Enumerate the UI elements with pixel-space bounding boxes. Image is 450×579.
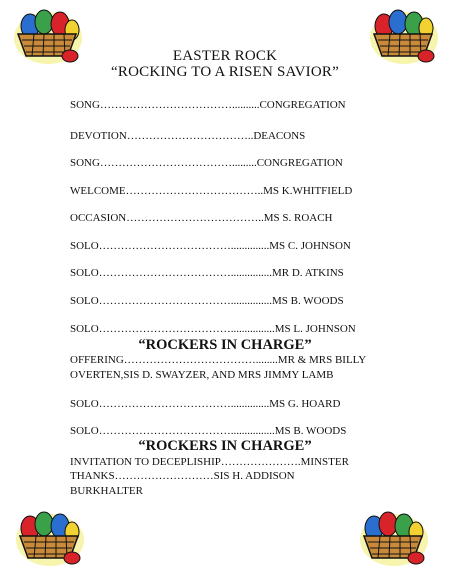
program-line [70,130,390,143]
program-person: MR D. ATKINS [271,267,344,279]
program-item: SOLO [70,398,99,410]
program-person: MS L. JOHNSON [274,323,356,335]
leader-dots: …………………. [220,456,301,468]
program-line [70,323,390,336]
program-line [70,470,390,483]
program-item: SOLO [70,323,99,335]
program-line [70,99,390,112]
program-person: CONGREGATION [259,99,346,111]
leader-dots: ……………………………….............. [98,398,270,410]
program-line [70,267,390,280]
leader-dots: ………………………………............... [98,295,272,307]
program-item: WELCOME [70,185,126,197]
program-item: SOLO [70,425,99,437]
easter-basket-icon [12,506,86,570]
leader-dots: ……………………………….............. [98,240,270,252]
program-person: DEACONS [253,130,306,142]
leader-dots: ………………………………......... [99,157,257,169]
program-line [70,157,390,170]
program-subtitle: “ROCKING TO A RISEN SAVIOR” [111,64,339,80]
program-item: SOLO [70,267,99,279]
program-item: SOLO [70,240,99,252]
leader-dots: ………………………………............... [98,267,272,279]
leader-dots: ………………………………................ [98,425,275,437]
program-line-continued: BURKHALTER [70,485,143,497]
program-title: EASTER ROCK [172,48,278,64]
program-item: THANKS [70,470,115,482]
program-line [70,212,390,225]
program-person: MR & MRS BILLY [277,354,367,366]
program-item: OCCASION [70,212,127,224]
program-line [70,240,390,253]
program-item: DEVOTION [70,130,127,142]
leader-dots: ………………………………................ [98,323,275,335]
program-person: MS S. ROACH [263,212,333,224]
program-item: INVITATION TO DECEPLISHIP [70,456,221,468]
program-item: SOLO [70,295,99,307]
program-person: MINSTER [300,456,349,468]
program-line [70,425,390,438]
program-person: MS G. HOARD [269,398,341,410]
program-item: OFFERING [70,354,124,366]
program-line [70,185,390,198]
program-person: MS B. WOODS [274,425,347,437]
program-person: CONGREGATION [256,157,343,169]
program-line [70,398,390,411]
leader-dots: ……………………………….......... [99,99,260,111]
easter-basket-icon [356,506,430,570]
program-item: SONG [70,157,100,169]
leader-dots: ……………………………….. [125,185,264,197]
leader-dots: ……………………… [114,470,214,482]
program-person: SIS H. ADDISON [213,470,295,482]
program-line [70,354,390,367]
program-person: MS K.WHITFIELD [263,185,353,197]
program-person: MS C. JOHNSON [269,240,351,252]
program-item: SONG [70,99,100,111]
section-heading: “ROCKERS IN CHARGE” [138,337,312,353]
program-line-continued: OVERTEN,SIS D. SWAYZER, AND MRS JIMMY LAMB [70,369,334,381]
section-heading: “ROCKERS IN CHARGE” [138,438,312,454]
program-line [70,456,390,469]
program-person: MS B. WOODS [271,295,344,307]
leader-dots: ……………………………….. [126,212,264,224]
program-line [70,295,390,308]
leader-dots: …………………………….. [126,130,254,142]
leader-dots: ………………………………........ [123,354,278,366]
